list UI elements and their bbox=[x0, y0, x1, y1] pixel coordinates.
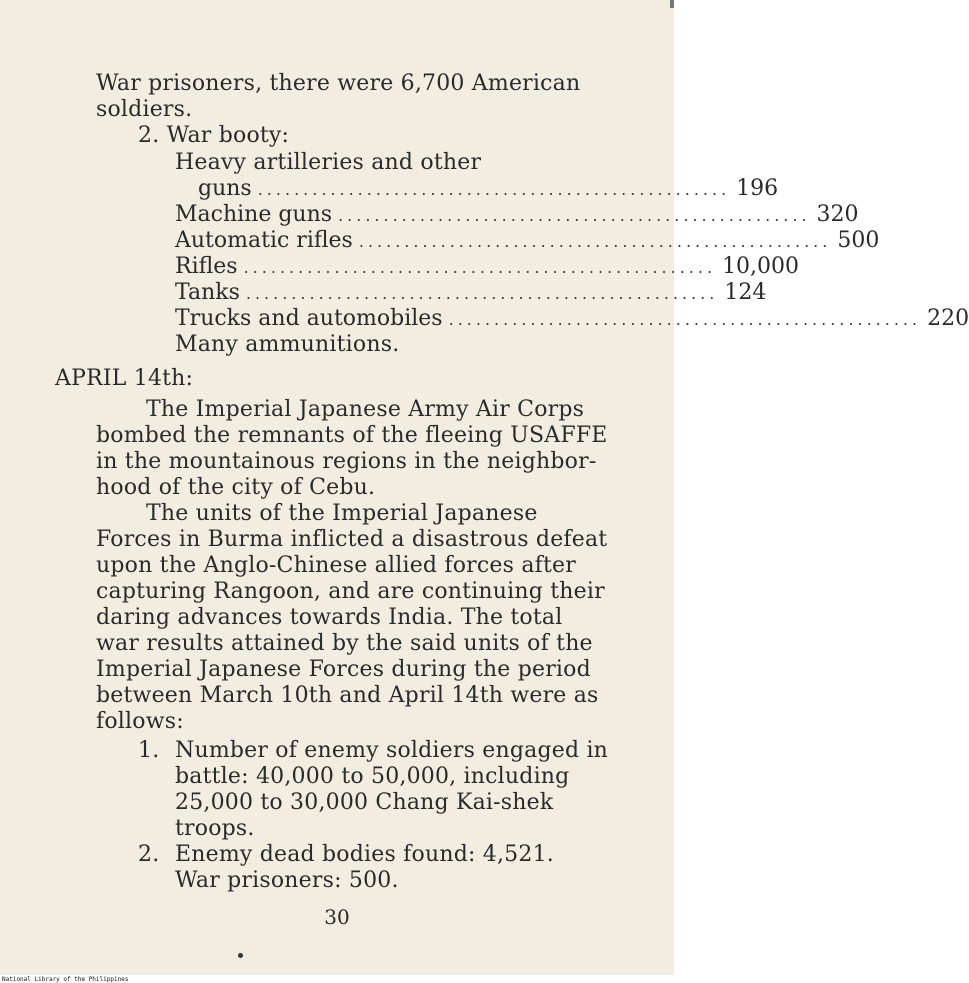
item-line: Enemy dead bodies found: 4,521. bbox=[175, 842, 554, 867]
booty-value: 220 bbox=[927, 306, 969, 331]
booty-row bbox=[175, 280, 767, 306]
booty-row bbox=[175, 228, 880, 254]
paragraph-line: Forces in Burma inflicted a disastrous defeat bbox=[96, 527, 608, 552]
item-line: troops. bbox=[175, 816, 255, 841]
booty-row bbox=[175, 202, 859, 228]
leader-dots: .................................................... bbox=[243, 258, 717, 277]
item-line: War prisoners: 500. bbox=[175, 868, 399, 893]
item-number: 1. bbox=[138, 738, 160, 763]
leader-dots: .................................................... bbox=[245, 284, 719, 303]
booty-value: 124 bbox=[724, 280, 767, 305]
booty-value: 320 bbox=[816, 202, 859, 227]
booty-label: Tanks bbox=[175, 280, 240, 305]
booty-value: 196 bbox=[736, 176, 779, 201]
booty-label: Automatic rifles bbox=[175, 228, 353, 253]
booty-row bbox=[175, 306, 969, 332]
booty-row bbox=[175, 254, 800, 280]
booty-value: 10,000 bbox=[722, 254, 800, 279]
page-edge-mark bbox=[670, 0, 674, 8]
paragraph-line: in the mountainous regions in the neighbor- bbox=[96, 449, 597, 474]
library-credit: National Library of the Philippines bbox=[2, 976, 129, 983]
ink-speck bbox=[238, 953, 243, 958]
paragraph-line: between March 10th and April 14th were as bbox=[96, 683, 599, 708]
leader-dots: .................................................... bbox=[338, 206, 811, 225]
text-line: soldiers. bbox=[96, 97, 193, 122]
text-line: Heavy artilleries and other bbox=[175, 150, 482, 175]
page-number: 30 bbox=[324, 905, 350, 929]
leader-dots: .................................................... bbox=[448, 310, 922, 329]
booty-value: 500 bbox=[837, 228, 880, 253]
paragraph-line: hood of the city of Cebu. bbox=[96, 475, 376, 500]
booty-label: Machine guns bbox=[175, 202, 333, 227]
text-line: Many ammunitions. bbox=[175, 332, 400, 357]
text-line: War prisoners, there were 6,700 American bbox=[96, 71, 581, 96]
booty-label: Trucks and automobiles bbox=[175, 306, 443, 331]
paragraph-line: The Imperial Japanese Army Air Corps bbox=[146, 397, 585, 422]
item-number: 2. bbox=[138, 842, 160, 867]
item-line: 25,000 to 30,000 Chang Kai-shek bbox=[175, 790, 554, 815]
leader-dots: .................................................... bbox=[257, 180, 731, 199]
paragraph-line: follows: bbox=[96, 709, 184, 734]
list-heading: 2. War booty: bbox=[138, 123, 290, 148]
paragraph-line: The units of the Imperial Japanese bbox=[146, 501, 538, 526]
paragraph-line: war results attained by the said units of the bbox=[96, 631, 593, 656]
paragraph-line: Imperial Japanese Forces during the period bbox=[96, 657, 591, 682]
booty-row bbox=[198, 176, 779, 202]
booty-label: Rifles bbox=[175, 254, 238, 279]
item-line: battle: 40,000 to 50,000, including bbox=[175, 764, 570, 789]
item-line: Number of enemy soldiers engaged in bbox=[175, 738, 609, 763]
paragraph-line: bombed the remnants of the fleeing USAFFE bbox=[96, 423, 608, 448]
paragraph-line: upon the Anglo-Chinese allied forces after bbox=[96, 553, 576, 578]
date-heading: APRIL 14th: bbox=[55, 366, 194, 391]
leader-dots: .................................................... bbox=[358, 232, 832, 251]
paragraph-line: daring advances towards India. The total bbox=[96, 605, 563, 630]
booty-label: guns bbox=[198, 176, 252, 201]
paragraph-line: capturing Rangoon, and are continuing their bbox=[96, 579, 605, 604]
